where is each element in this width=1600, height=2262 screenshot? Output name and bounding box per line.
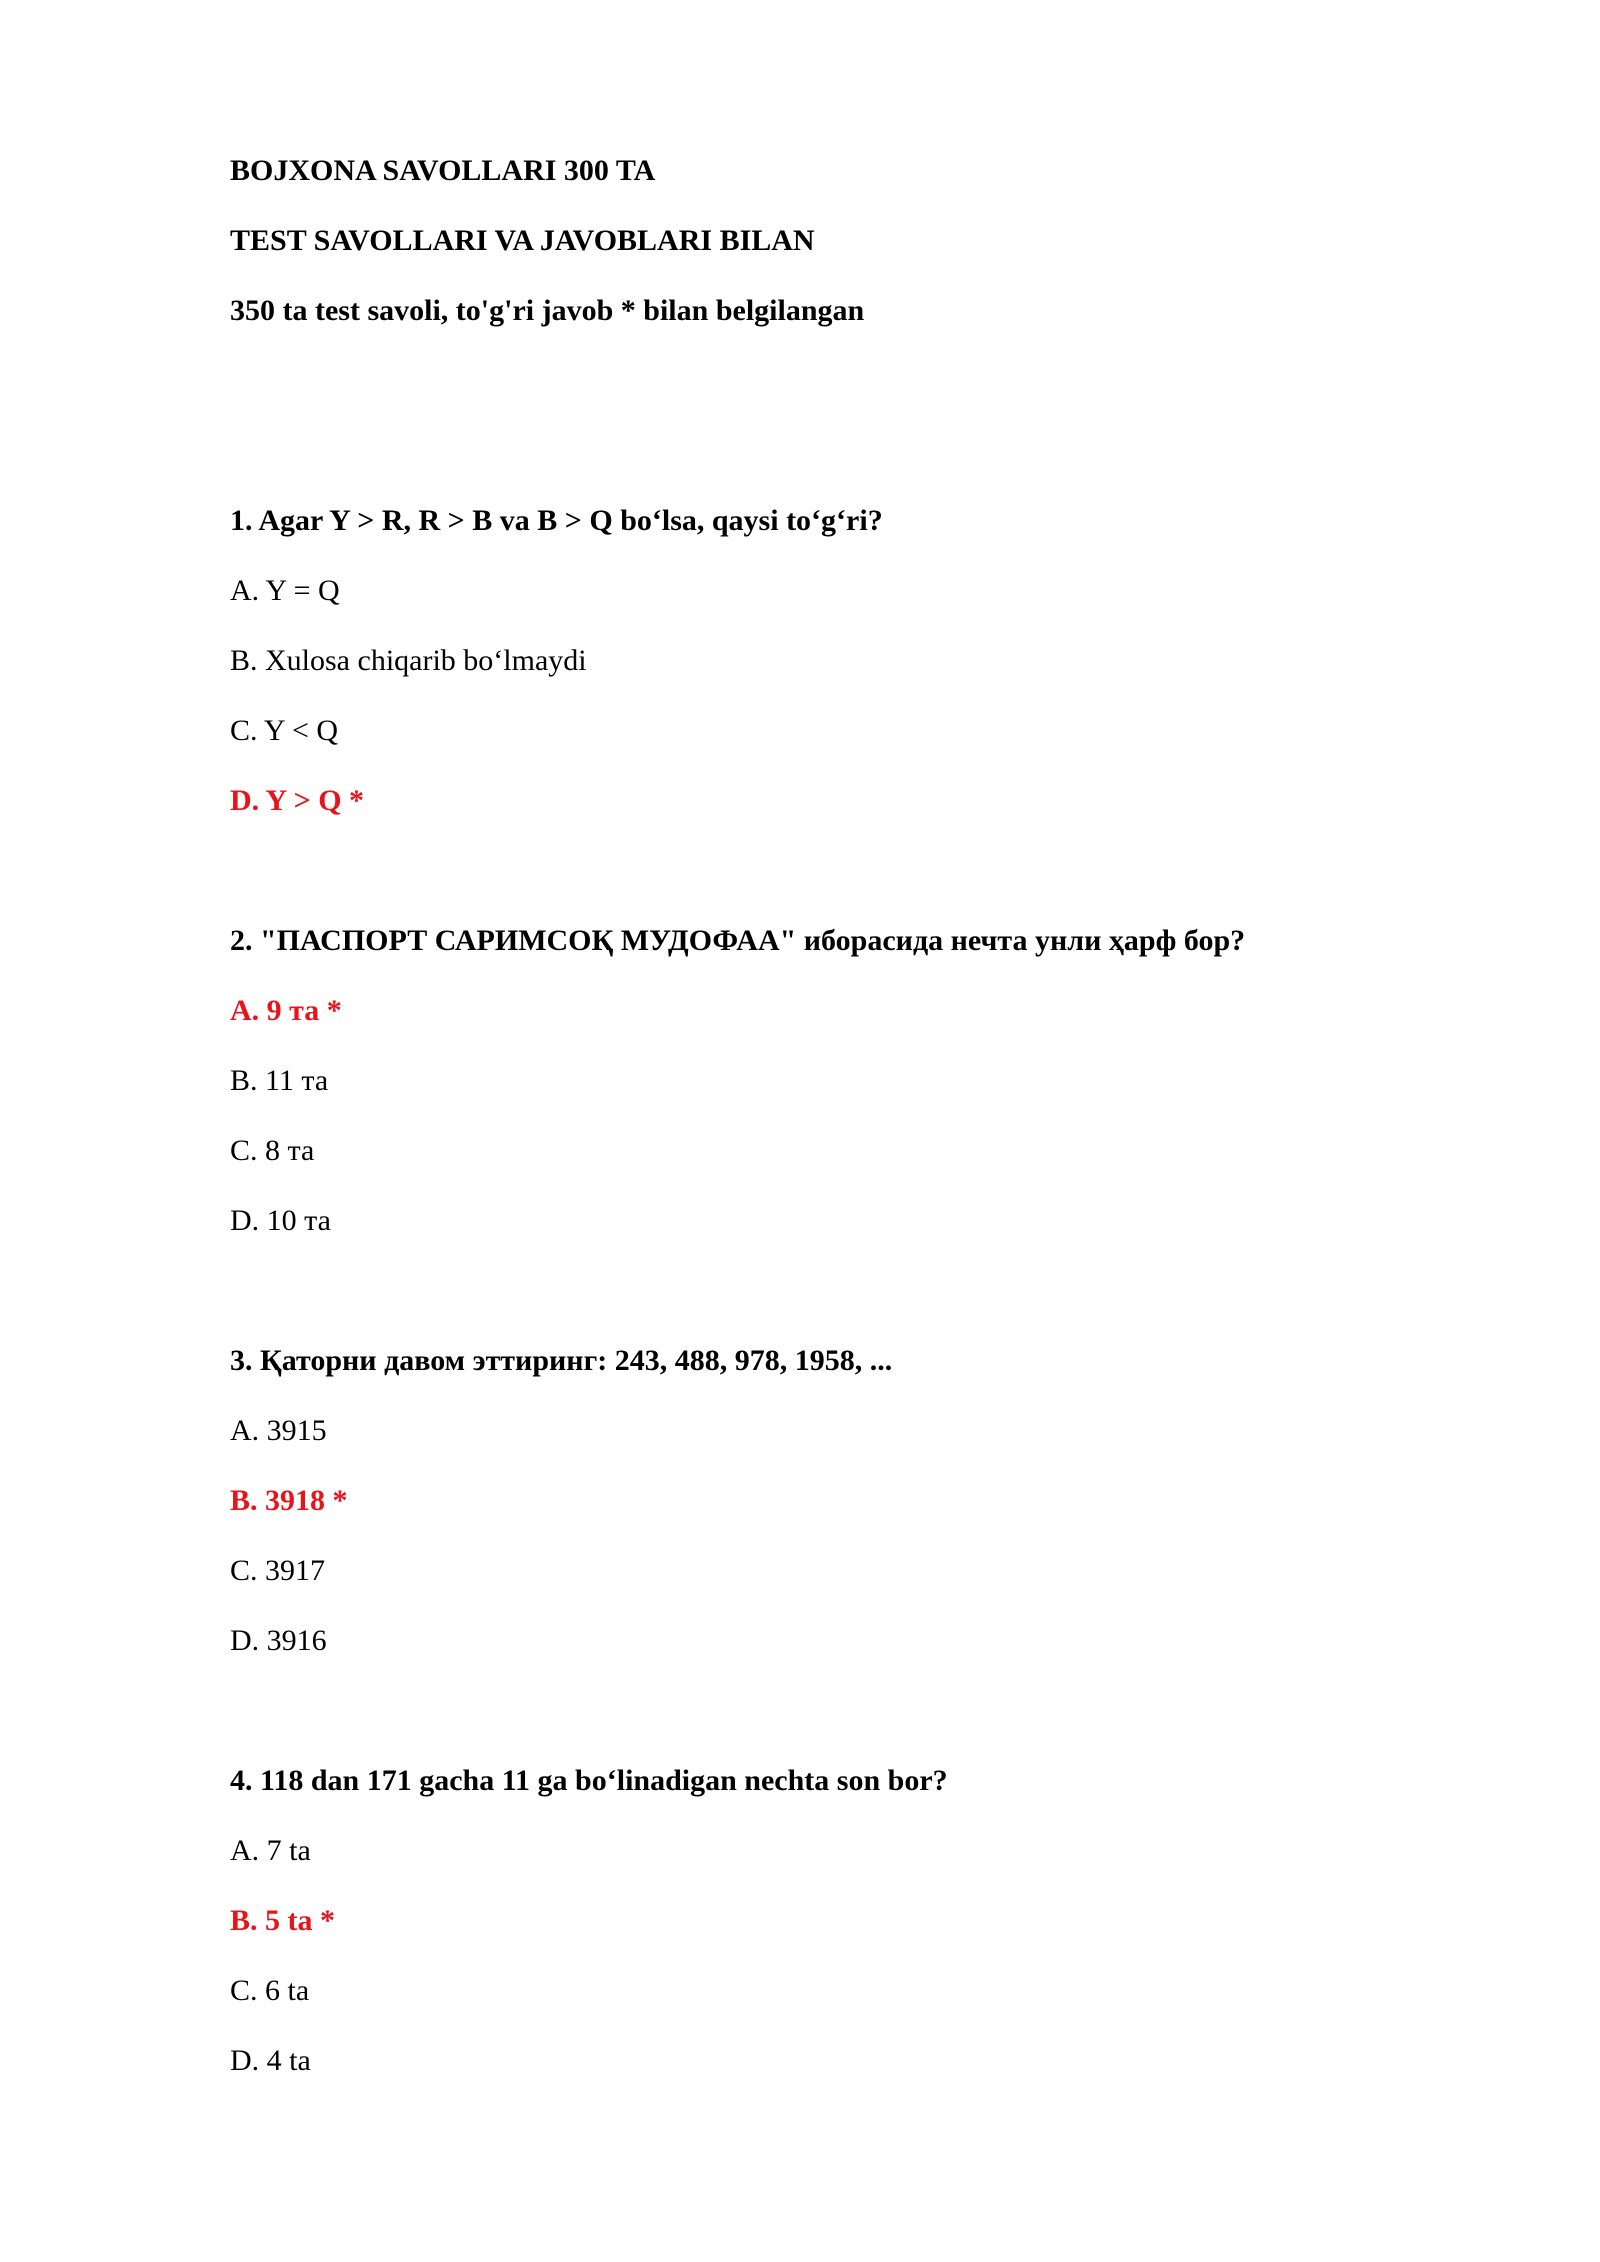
option-c: C. Y < Q (230, 714, 339, 747)
option-b: B. 5 ta * (230, 1904, 335, 1937)
option-d: D. 10 та (230, 1204, 331, 1237)
option-b: B. Xulosa chiqarib bo‘lmaydi (230, 644, 587, 677)
option-c: C. 3917 (230, 1554, 326, 1587)
document-subtitle: TEST SAVOLLARI VA JAVOBLARI BILAN (230, 224, 815, 257)
option-a: A. Y = Q (230, 574, 340, 607)
document-title: BOJXONA SAVOLLARI 300 TA (230, 154, 656, 187)
question-text: 3. Қаторни давом эттиринг: 243, 488, 978, 1958, ... (230, 1344, 893, 1377)
option-b: B. 3918 * (230, 1484, 348, 1517)
option-a: A. 7 ta (230, 1834, 311, 1867)
question-2 (230, 923, 1530, 1273)
document-note: 350 ta test savoli, to'g'ri javob * bilan belgilangan (230, 294, 865, 327)
option-d: D. 3916 (230, 1624, 327, 1657)
option-d: D. 4 ta (230, 2044, 311, 2077)
question-3 (230, 1343, 1530, 1693)
option-b: B. 11 та (230, 1064, 329, 1097)
option-a: A. 3915 (230, 1414, 327, 1447)
option-c: C. 6 ta (230, 1974, 310, 2007)
question-text: 1. Agar Y > R, R > B va B > Q bo‘lsa, qaysi to‘g‘ri? (230, 504, 883, 537)
question-text: 4. 118 dan 171 gacha 11 ga bo‘linadigan nechta son bor? (230, 1764, 948, 1797)
question-text: 2. "ПАСПОРТ САРИМСОҚ МУДОФАА" иборасида нечта унли ҳарф бор? (230, 924, 1246, 957)
option-a: A. 9 та * (230, 994, 342, 1027)
question-4 (230, 1763, 1530, 2113)
option-c: C. 8 та (230, 1134, 315, 1167)
question-1 (230, 503, 1530, 853)
option-d: D. Y > Q * (230, 784, 365, 817)
